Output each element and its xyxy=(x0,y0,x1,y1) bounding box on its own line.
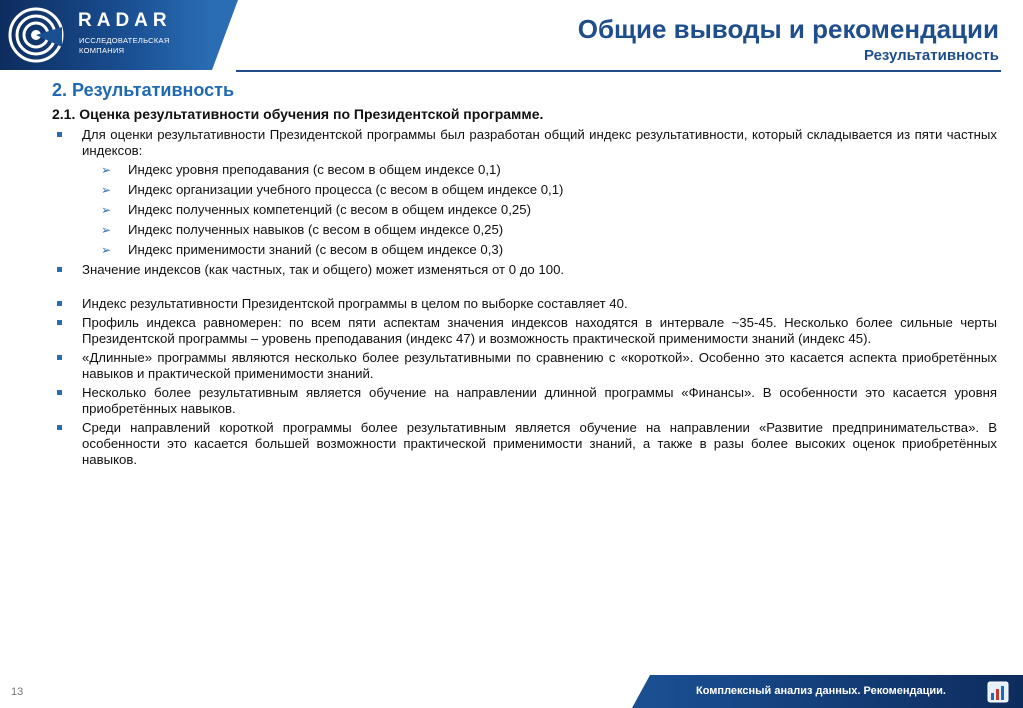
finding-item: Среди направлений короткой программы более результативным является обучение на направлении «Развитие предпринимательства». В особенности это касается большей возможности практической применимости знаний, а также в разы более высоких оценок приобретённых навыков. xyxy=(55,420,997,468)
logo-wordmark: RADAR xyxy=(78,10,172,31)
list-item xyxy=(55,262,997,278)
arrow-bullet-icon: ➢ xyxy=(101,203,112,217)
sublist-item-text: Индекс полученных навыков (с весом в общем индексе 0,25) xyxy=(128,222,504,237)
finding-item: «Длинные» программы являются несколько более результативными по сравнению с «короткой». Особенно это касается аспекта приобретённых навыков и практической применимости знаний. xyxy=(55,350,997,382)
section-heading: 2. Результативность xyxy=(52,80,235,100)
page-number: 13 xyxy=(11,686,24,698)
list-item xyxy=(55,127,997,258)
chart-document-icon xyxy=(985,679,1011,705)
sublist-item-text: Индекс организации учебного процесса (с весом в общем индексе 0,1) xyxy=(128,182,564,197)
logo-band xyxy=(0,0,212,70)
sublist-item xyxy=(55,222,997,238)
logo-subtitle-line1: ИССЛЕДОВАТЕЛЬСКАЯ xyxy=(79,36,170,45)
footer-text: Комплексный анализ данных. Рекомендации. xyxy=(696,685,946,697)
finding-item: Профиль индекса равномерен: по всем пяти аспектам значения индексов находятся в интервале ~35-45. Несколько более сильные черты Президентской программы – уровень преподавания (индекс 47) и возможность практической применимости знаний (индекс 45). xyxy=(55,315,997,347)
logo-subtitle xyxy=(79,36,189,56)
finding-item: Индекс результативности Президентской программы в целом по выборке составляет 40. xyxy=(55,296,997,312)
list-item-text: Значение индексов (как частных, так и общего) может изменяться от 0 до 100. xyxy=(82,262,565,277)
sublist-item xyxy=(55,202,997,218)
header-divider xyxy=(236,70,1001,72)
sublist-item xyxy=(55,242,997,258)
arrow-bullet-icon: ➢ xyxy=(101,163,112,177)
page-subtitle: Результативность xyxy=(863,47,999,64)
slide-content xyxy=(52,80,997,471)
radar-logo-icon xyxy=(8,7,64,63)
arrow-bullet-icon: ➢ xyxy=(101,243,112,257)
sublist-item-text: Индекс уровня преподавания (с весом в общем индексе 0,1) xyxy=(128,162,501,177)
page-title: Общие выводы и рекомендации xyxy=(577,14,999,44)
logo-subtitle-line2: КОМПАНИЯ xyxy=(79,46,125,55)
sublist-item-text: Индекс полученных компетенций (с весом в общем индексе 0,25) xyxy=(128,202,531,217)
sublist-item xyxy=(55,182,997,198)
list-item-text: Для оценки результативности Президентской программы был разработан общий индекс результативности, который складывается из пяти частных индексов: xyxy=(82,127,997,158)
finding-item: Несколько более результативным является обучение на направлении длинной программы «Финансы». В особенности это касается уровня приобретённых навыков. xyxy=(55,385,997,417)
subsection-heading: 2.1. Оценка результативности обучения по Президентской программе. xyxy=(52,106,544,122)
findings-list xyxy=(55,296,997,468)
intro-list xyxy=(55,127,997,278)
index-sublist xyxy=(55,162,997,258)
arrow-bullet-icon: ➢ xyxy=(101,223,112,237)
footer-band xyxy=(650,675,1023,708)
spacer xyxy=(55,281,997,296)
sublist-item-text: Индекс применимости знаний (с весом в общем индексе 0,3) xyxy=(128,242,504,257)
sublist-item xyxy=(55,162,997,178)
arrow-bullet-icon: ➢ xyxy=(101,183,112,197)
